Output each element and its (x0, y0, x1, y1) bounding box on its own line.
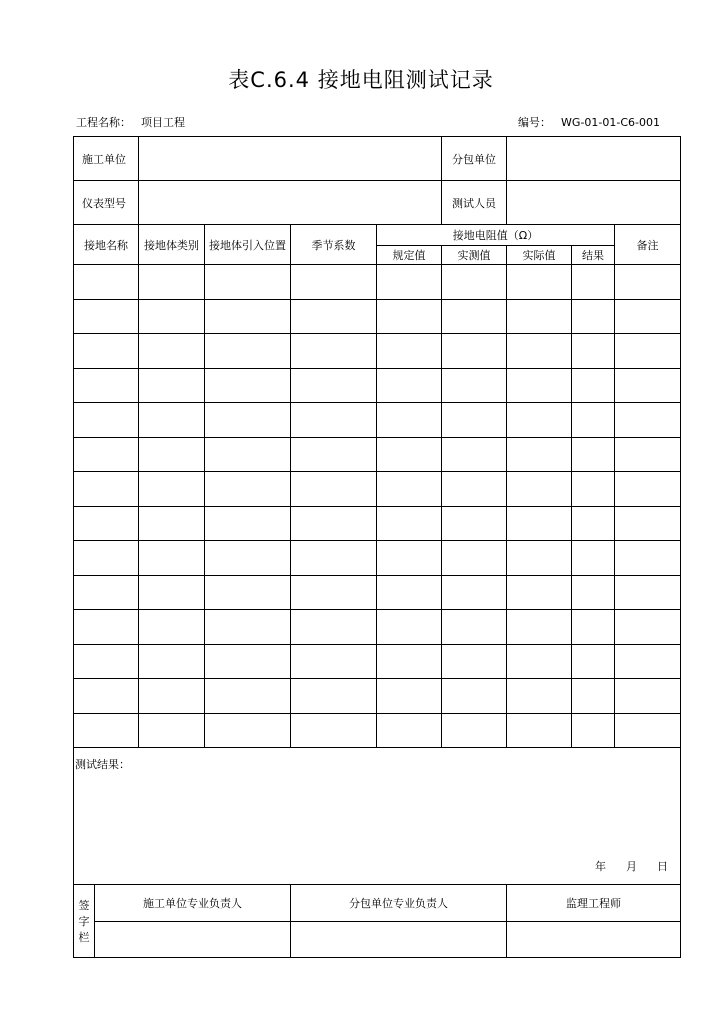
test-result-field[interactable] (74, 748, 681, 885)
cell-remarks[interactable] (615, 265, 681, 300)
cell-name[interactable] (74, 368, 139, 403)
cell-type[interactable] (139, 679, 205, 714)
col-header-resistance: 接地电阻值（Ω） (377, 225, 615, 246)
col-header-actual: 实际值 (507, 246, 572, 265)
col-header-measured: 实测值 (442, 246, 507, 265)
date-line (575, 858, 668, 874)
cell-specified[interactable] (377, 265, 442, 300)
cell-measured[interactable] (442, 334, 507, 369)
cell-remarks[interactable] (615, 644, 681, 679)
cell-result[interactable] (572, 575, 615, 610)
cell-season[interactable] (291, 506, 377, 541)
cell-specified[interactable] (377, 472, 442, 507)
cell-actual[interactable] (507, 679, 572, 714)
table-row (74, 610, 681, 645)
cell-specified[interactable] (377, 334, 442, 369)
date-month: 月 (626, 860, 637, 873)
cell-type[interactable] (139, 506, 205, 541)
cell-remarks[interactable] (615, 713, 681, 748)
table-row (74, 403, 681, 438)
data-rows (74, 265, 681, 748)
cell-type[interactable] (139, 713, 205, 748)
cell-result[interactable] (572, 265, 615, 300)
cell-specified[interactable] (377, 437, 442, 472)
cell-result[interactable] (572, 644, 615, 679)
cell-result[interactable] (572, 403, 615, 438)
cell-season[interactable] (291, 437, 377, 472)
signature-role-supervisor: 监理工程师 (507, 885, 681, 922)
signature-char: 签 (78, 899, 90, 912)
cell-position[interactable] (205, 541, 291, 576)
cell-measured[interactable] (442, 437, 507, 472)
cell-remarks[interactable] (615, 403, 681, 438)
signature-field-supervisor[interactable] (507, 922, 681, 958)
cell-name[interactable] (74, 403, 139, 438)
table-row (74, 265, 681, 300)
cell-name[interactable] (74, 299, 139, 334)
cell-measured[interactable] (442, 713, 507, 748)
cell-type[interactable] (139, 541, 205, 576)
table-row (74, 575, 681, 610)
cell-type[interactable] (139, 299, 205, 334)
cell-remarks[interactable] (615, 299, 681, 334)
cell-measured[interactable] (442, 541, 507, 576)
cell-type[interactable] (139, 334, 205, 369)
col-header-specified: 规定值 (377, 246, 442, 265)
construction-unit-field[interactable] (139, 137, 442, 181)
cell-actual[interactable] (507, 541, 572, 576)
cell-result[interactable] (572, 472, 615, 507)
instrument-model-field[interactable] (139, 181, 442, 225)
date-year: 年 (595, 860, 606, 873)
signature-role-construction: 施工单位专业负责人 (95, 885, 291, 922)
cell-specified[interactable] (377, 541, 442, 576)
cell-specified[interactable] (377, 679, 442, 714)
cell-position[interactable] (205, 265, 291, 300)
cell-name[interactable] (74, 506, 139, 541)
cell-specified[interactable] (377, 644, 442, 679)
table-row (74, 437, 681, 472)
cell-remarks[interactable] (615, 334, 681, 369)
table-row (74, 299, 681, 334)
cell-actual[interactable] (507, 713, 572, 748)
subcontractor-label: 分包单位 (442, 137, 507, 181)
col-header-name: 接地名称 (74, 225, 139, 265)
cell-position[interactable] (205, 644, 291, 679)
signature-header-row (74, 885, 681, 922)
cell-measured[interactable] (442, 472, 507, 507)
cell-position[interactable] (205, 437, 291, 472)
cell-result[interactable] (572, 437, 615, 472)
cell-season[interactable] (291, 403, 377, 438)
cell-position[interactable] (205, 610, 291, 645)
cell-specified[interactable] (377, 299, 442, 334)
cell-season[interactable] (291, 610, 377, 645)
project-name (76, 114, 185, 130)
cell-measured[interactable] (442, 368, 507, 403)
signature-field-subcontractor[interactable] (291, 922, 507, 958)
table-row (74, 679, 681, 714)
cell-result[interactable] (572, 506, 615, 541)
cell-actual[interactable] (507, 610, 572, 645)
cell-actual[interactable] (507, 575, 572, 610)
column-header-row (74, 225, 681, 246)
signature-body-row (74, 922, 681, 958)
cell-type[interactable] (139, 437, 205, 472)
cell-actual[interactable] (507, 403, 572, 438)
cell-remarks[interactable] (615, 472, 681, 507)
cell-measured[interactable] (442, 506, 507, 541)
cell-type[interactable] (139, 610, 205, 645)
cell-specified[interactable] (377, 403, 442, 438)
cell-remarks[interactable] (615, 437, 681, 472)
cell-season[interactable] (291, 472, 377, 507)
info-row (74, 181, 681, 225)
cell-actual[interactable] (507, 368, 572, 403)
cell-actual[interactable] (507, 265, 572, 300)
cell-measured[interactable] (442, 403, 507, 438)
cell-actual[interactable] (507, 506, 572, 541)
cell-specified[interactable] (377, 575, 442, 610)
cell-name[interactable] (74, 575, 139, 610)
cell-name[interactable] (74, 679, 139, 714)
cell-season[interactable] (291, 368, 377, 403)
signature-field-construction[interactable] (95, 922, 291, 958)
cell-measured[interactable] (442, 575, 507, 610)
cell-name[interactable] (74, 644, 139, 679)
cell-remarks[interactable] (615, 506, 681, 541)
cell-remarks[interactable] (615, 541, 681, 576)
form-code-label: 编号： (518, 116, 552, 129)
cell-position[interactable] (205, 299, 291, 334)
cell-actual[interactable] (507, 334, 572, 369)
cell-type[interactable] (139, 403, 205, 438)
cell-measured[interactable] (442, 679, 507, 714)
cell-result[interactable] (572, 334, 615, 369)
cell-name[interactable] (74, 265, 139, 300)
cell-result[interactable] (572, 368, 615, 403)
cell-position[interactable] (205, 506, 291, 541)
col-header-position: 接地体引入位置 (205, 225, 291, 265)
subcontractor-field[interactable] (507, 137, 681, 181)
cell-position[interactable] (205, 713, 291, 748)
cell-result[interactable] (572, 541, 615, 576)
cell-type[interactable] (139, 265, 205, 300)
signature-char: 栏 (78, 931, 90, 944)
table-row (74, 334, 681, 369)
table-row (74, 506, 681, 541)
test-result-row (74, 748, 681, 885)
grounding-resistance-table (73, 136, 681, 958)
col-header-type: 接地体类别 (139, 225, 205, 265)
tester-label: 测试人员 (442, 181, 507, 225)
signature-char: 字 (78, 915, 90, 928)
cell-result[interactable] (572, 713, 615, 748)
cell-result[interactable] (572, 610, 615, 645)
cell-season[interactable] (291, 265, 377, 300)
cell-actual[interactable] (507, 644, 572, 679)
cell-position[interactable] (205, 334, 291, 369)
cell-specified[interactable] (377, 610, 442, 645)
cell-specified[interactable] (377, 368, 442, 403)
cell-remarks[interactable] (615, 575, 681, 610)
cell-actual[interactable] (507, 472, 572, 507)
cell-position[interactable] (205, 679, 291, 714)
project-name-label: 工程名称： (76, 116, 131, 129)
date-day: 日 (657, 860, 668, 873)
cell-remarks[interactable] (615, 368, 681, 403)
cell-season[interactable] (291, 679, 377, 714)
cell-specified[interactable] (377, 713, 442, 748)
cell-result[interactable] (572, 679, 615, 714)
col-header-result: 结果 (572, 246, 615, 265)
tester-field[interactable] (507, 181, 681, 225)
cell-type[interactable] (139, 644, 205, 679)
cell-remarks[interactable] (615, 679, 681, 714)
cell-position[interactable] (205, 368, 291, 403)
project-name-value: 项目工程 (141, 116, 185, 129)
cell-type[interactable] (139, 575, 205, 610)
cell-measured[interactable] (442, 299, 507, 334)
signature-column-label (74, 885, 95, 958)
cell-specified[interactable] (377, 506, 442, 541)
cell-remarks[interactable] (615, 610, 681, 645)
cell-actual[interactable] (507, 299, 572, 334)
table-row (74, 368, 681, 403)
cell-season[interactable] (291, 644, 377, 679)
cell-name[interactable] (74, 472, 139, 507)
cell-name[interactable] (74, 610, 139, 645)
table-row (74, 644, 681, 679)
instrument-model-label: 仪表型号 (74, 181, 139, 225)
test-result-label: 测试结果： (75, 758, 130, 771)
signature-role-subcontractor: 分包单位专业负责人 (291, 885, 507, 922)
cell-position[interactable] (205, 403, 291, 438)
cell-name[interactable] (74, 437, 139, 472)
col-header-remarks: 备注 (615, 225, 681, 265)
table-row (74, 472, 681, 507)
cell-measured[interactable] (442, 644, 507, 679)
cell-name[interactable] (74, 334, 139, 369)
cell-season[interactable] (291, 575, 377, 610)
construction-unit-label: 施工单位 (74, 137, 139, 181)
cell-position[interactable] (205, 472, 291, 507)
cell-result[interactable] (572, 299, 615, 334)
cell-type[interactable] (139, 472, 205, 507)
cell-position[interactable] (205, 575, 291, 610)
cell-name[interactable] (74, 541, 139, 576)
cell-actual[interactable] (507, 437, 572, 472)
col-header-season: 季节系数 (291, 225, 377, 265)
cell-season[interactable] (291, 334, 377, 369)
cell-season[interactable] (291, 713, 377, 748)
cell-name[interactable] (74, 713, 139, 748)
cell-season[interactable] (291, 299, 377, 334)
cell-season[interactable] (291, 541, 377, 576)
table-row (74, 541, 681, 576)
cell-measured[interactable] (442, 265, 507, 300)
form-code-value: WG-01-01-C6-001 (561, 116, 660, 129)
cell-type[interactable] (139, 368, 205, 403)
info-row (74, 137, 681, 181)
cell-measured[interactable] (442, 610, 507, 645)
table-row (74, 713, 681, 748)
form-code (518, 114, 660, 130)
form-title: 表C.6.4 接地电阻测试记录 (228, 68, 494, 92)
